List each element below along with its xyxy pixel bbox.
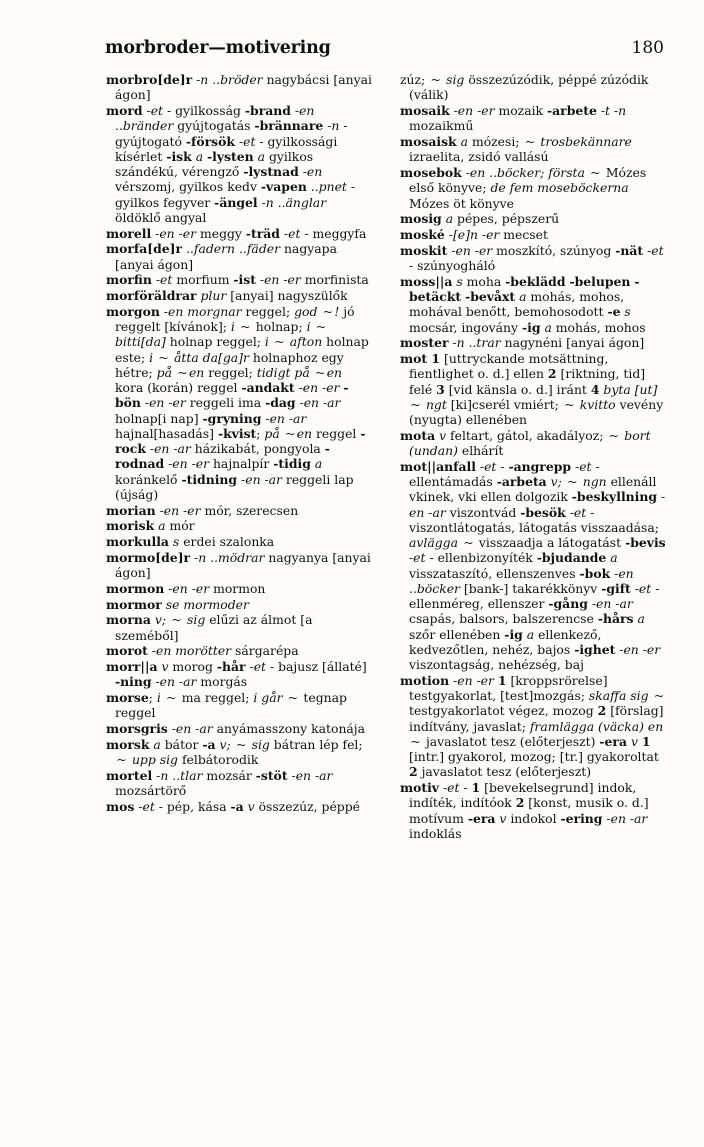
left-column bbox=[106, 72, 374, 815]
dictionary-entry: morkulla s erdei szalonka bbox=[106, 534, 275, 549]
right-column bbox=[400, 72, 668, 842]
dictionary-entry: mot||anfall -et - -angrepp -et - ellentámadás -arbeta v; ~ ngn ellenáll vkinek, vki ellen dolgozik -beskyllning -en -ar viszontvád -besök -et - viszontlátogatás, látogatás visszaadása; avlägga ~ visszaadja a látogatást -bevis -et - ellenbizonyíték -bjudande a visszataszító, ellenszenves -bok -en ..böcker [bank-] takarékkönyv -gift -et - ellenméreg, ellenszer -gång -en -ar csapás, balsors, balszerencse -hårs a szőr ellenében -ig a ellenkező, kedvezőtlen, nehéz, bajos -ighet -en -er viszontagság, nehézség, baj bbox=[400, 458, 666, 672]
dictionary-entry: morse; i ~ ma reggel; i går ~ tegnap reggel bbox=[106, 690, 347, 721]
dictionary-entry: moster -n ..trar nagynéni [anyai ágon] bbox=[400, 335, 645, 351]
dictionary-entry: morell -en -er meggy -träd -et - meggyfa bbox=[106, 225, 367, 241]
dictionary-entry: mosaisk a mózesi; ~ trosbekännare izraelita, zsidó vallású bbox=[400, 134, 632, 165]
dictionary-entry: mord -et - gyilkosság -brand -en ..bränder gyújtogatás -brännare -n - gyújtogató -försök -et - gyilkossági kísérlet -isk a -lysten a gyilkos szándékú, vérengző -lystnad -en vérszomj, gyilkos kedv -vapen ..pnet - gyilkos fegyver -ängel -n ..änglar öldöklő angyal bbox=[106, 103, 356, 225]
dictionary-entry: motiv -et - 1 [bevekelsegrund] indok, indíték, indítóok 2 [konst, musik o. d.] motívum -era v indokol -ering -en -ar indoklás bbox=[400, 780, 649, 841]
dictionary-entry: morföräldrar plur [anyai] nagyszülők bbox=[106, 288, 348, 303]
swung-dash: ~ bbox=[287, 690, 299, 705]
page-number: 180 bbox=[631, 38, 664, 58]
swung-dash: ~ bbox=[240, 319, 251, 334]
swung-dash: ~ bbox=[177, 364, 188, 380]
dictionary-entry: morgon -en morgnar reggel; god ~! jó reggelt [kívánok]; i ~ holnap; i ~ bitti[da] holnap reggel; i ~ afton holnap este; i ~ åtta da[ga]r holnaphoz egy hétre; på ~en reggel; tidigt på ~en kora (korán) reggel -andakt -en -er -bön -en -er reggeli ima -dag -en -ar holnap[i nap] -gryning -en -ar hajnal[hasadás] -kvist; på ~en reggel -rock -en -ar házikabát, pongyola -rodnad -en -er hajnalpír -tidig a koránkelő -tidning -en -ar reggeli lap (újság) bbox=[106, 303, 369, 502]
swung-dash: ~ bbox=[315, 319, 327, 334]
swung-dash: ~ bbox=[274, 334, 285, 350]
swung-dash: ~ bbox=[284, 425, 296, 441]
swung-dash: ~ bbox=[235, 736, 247, 752]
swung-dash: ~ bbox=[116, 752, 127, 767]
swung-dash: ~ bbox=[430, 72, 441, 87]
dictionary-entry: morsk a bátor -a v; ~ sig bátran lép fel; ~ upp sig felbátorodik bbox=[106, 736, 363, 767]
dictionary-entry: mos -et - pép, kása -a v összezúz, péppé bbox=[106, 798, 361, 814]
dictionary-entry: morna v; ~ sig elűzi az álmot [a szeméből] bbox=[106, 612, 313, 643]
dictionary-entry: mosig a pépes, pépszerű bbox=[400, 211, 560, 227]
dictionary-entry: morian -en -er mór, szerecsen bbox=[106, 502, 299, 518]
dictionary-entry: morbro[de]r -n ..bröder nagybácsi [anyai ágon] bbox=[106, 72, 372, 103]
dictionary-entry: moskit -en -er moszkító, szúnyog -nät -et - szúnyogháló bbox=[400, 242, 664, 273]
dictionary-entry: mormor se mormoder bbox=[106, 596, 249, 612]
dictionary-entry: moské -[e]n -er mecset bbox=[400, 227, 548, 242]
swung-dash: ~ bbox=[524, 134, 536, 149]
dictionary-entry: morfa[de]r ..fadern ..fäder nagyapa [anyai ágon] bbox=[106, 241, 337, 272]
swung-dash: ~ bbox=[410, 733, 421, 749]
dictionary-entry: zúz; ~ sig összezúzódik, péppé zúzódik (válik) bbox=[400, 72, 649, 103]
dictionary-entry: mot 1 [uttryckande motsättning, fientlighet o. d.] ellen 2 [riktning, tid] felé 3 [vid känsla o. d.] iránt 4 byta [ut] ~ ngt [ki]cserél vmiért; ~ kvitto vevény (nyugta) ellenében bbox=[400, 351, 664, 427]
dictionary-entry: morfin -et morfium -ist -en -er morfinista bbox=[106, 272, 369, 288]
swung-dash: ~ bbox=[653, 688, 665, 703]
dictionary-entry: morsgris -en -ar anyámasszony katonája bbox=[106, 721, 366, 736]
dictionary-entry: mota v feltart, gátol, akadályoz; ~ bort (undan) elhárít bbox=[400, 427, 651, 458]
dictionary-entry: morisk a mór bbox=[106, 518, 195, 534]
swung-dash: ~ bbox=[322, 303, 334, 319]
dictionary-entry: mosaik -en -er mozaik -arbete -t -n mozaikmű bbox=[400, 103, 627, 134]
dictionary-entry: morr||a v morog -hår -et - bajusz [állaté] -ning -en -ar morgás bbox=[106, 659, 367, 690]
swung-dash: ~ bbox=[564, 396, 575, 412]
dictionary-entry: mormon -en -er mormon bbox=[106, 580, 266, 596]
dictionary-entry: moss||a s moha -beklädd -belupen -betäckt -bevåxt a mohás, mohos, mohával benőtt, bemohosodott -e s mocsár, ingovány -ig a mohás, mohos bbox=[400, 273, 646, 335]
dictionary-entry: mosebok -en ..böcker; första ~ Mózes első könyve; de fem moseböckerna Mózes öt könyve bbox=[400, 165, 647, 211]
swung-dash: ~ bbox=[171, 612, 182, 628]
swung-dash: ~ bbox=[590, 165, 601, 180]
swung-dash: ~ bbox=[410, 396, 421, 412]
swung-dash: ~ bbox=[315, 364, 326, 380]
swung-dash: ~ bbox=[608, 427, 620, 443]
swung-dash: ~ bbox=[166, 690, 177, 705]
dictionary-entry: mormo[de]r -n ..mödrar nagyanya [anyai ágon] bbox=[106, 549, 371, 580]
page-header bbox=[105, 38, 664, 58]
dictionary-entry: morot -en morötter sárgarépa bbox=[106, 643, 299, 659]
swung-dash: ~ bbox=[158, 349, 169, 365]
dictionary-entry: motion -en -er 1 [kroppsrörelse] testgyakorlat, [test]mozgás; skaffa sig ~ testgyakorlatot végez, mozog 2 [förslag] indítvány, javaslat; framlägga (väcka) en ~ javaslatot tesz (előterjeszt) -era v 1 [intr.] gyakorol, mozog; [tr.] gyakoroltat 2 javaslatot tesz (előterjeszt) bbox=[400, 672, 665, 780]
dictionary-entry: mortel -n ..tlar mozsár -stöt -en -ar mozsártörő bbox=[106, 767, 333, 798]
swung-dash: ~ bbox=[567, 474, 578, 489]
running-title: morbroder—motivering bbox=[105, 38, 331, 58]
swung-dash: ~ bbox=[463, 535, 474, 550]
